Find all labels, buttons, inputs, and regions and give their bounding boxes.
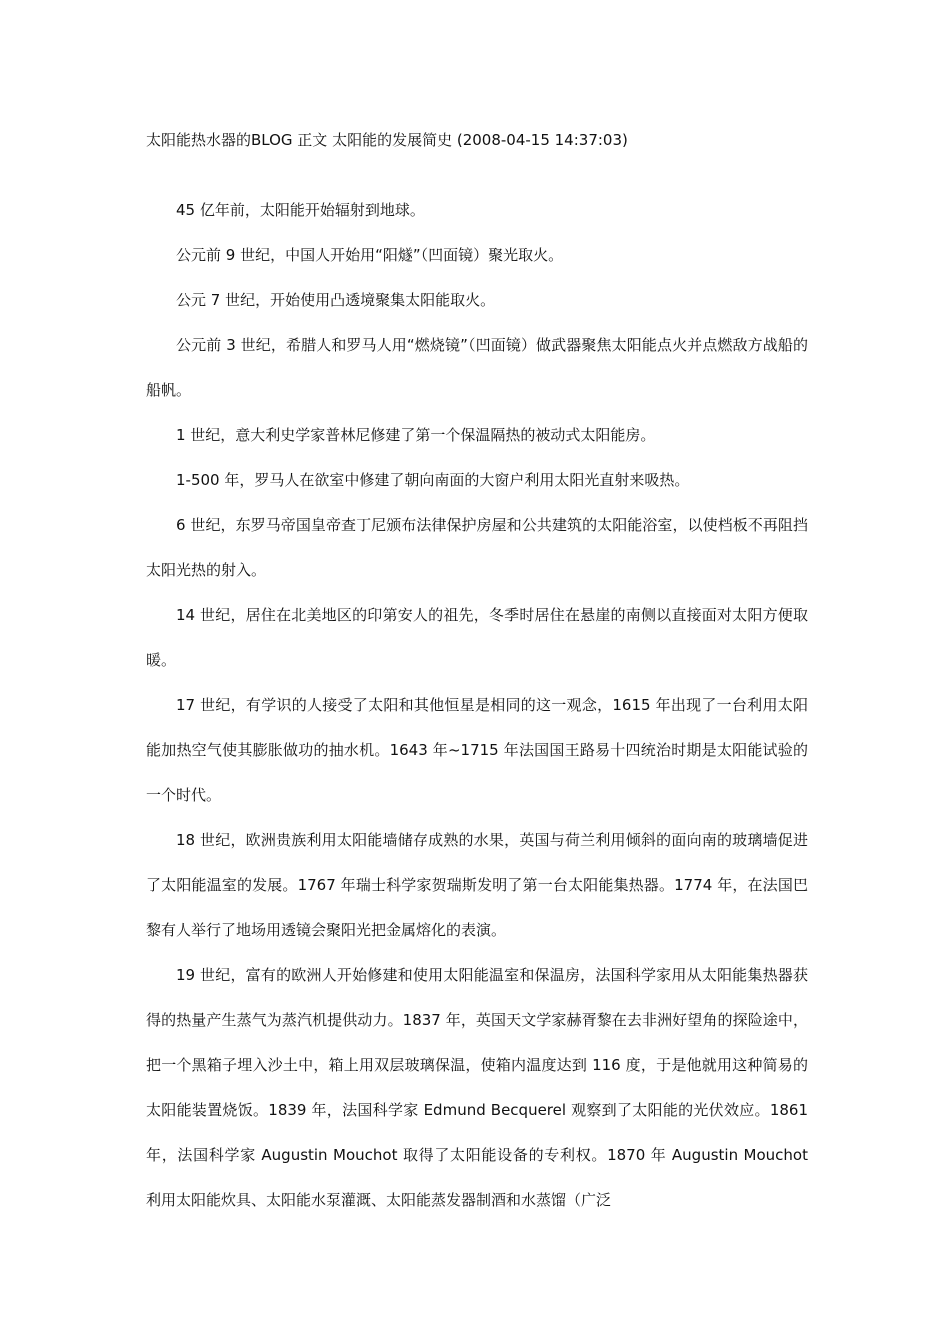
paragraph: 公元前 9 世纪，中国人开始用“阳燧”（凹面镜）聚光取火。 [176,246,564,264]
paragraph: 14 世纪，居住在北美地区的印第安人的祖先，冬季时居住在悬崖的南侧以直接面对太阳方便取暖。 [146,606,808,669]
paragraph: 6 世纪，东罗马帝国皇帝查丁尼颁布法律保护房屋和公共建筑的太阳能浴室，以使档板不再阻挡太阳光热的射入。 [146,516,808,579]
paragraph: 公元前 3 世纪，希腊人和罗马人用“燃烧镜”（凹面镜）做武器聚焦太阳能点火并点燃敌方战船的船帆。 [146,336,808,399]
paragraph: 45 亿年前，太阳能开始辐射到地球。 [176,201,425,219]
paragraph: 1-500 年，罗马人在欲室中修建了朝向南面的大窗户利用太阳光直射来吸热。 [176,471,690,489]
paragraph: 1 世纪，意大利史学家普林尼修建了第一个保温隔热的被动式太阳能房。 [176,426,656,444]
document-header: 太阳能热水器的BLOG 正文 太阳能的发展简史 (2008-04-15 14:37:03) [146,131,628,149]
paragraph: 17 世纪，有学识的人接受了太阳和其他恒星是相同的这一观念，1615 年出现了一台利用太阳能加热空气使其膨胀做功的抽水机。1643 年~1715 年法国国王路易十四统治时期是太阳能试验的一个时代。 [146,696,808,804]
paragraph: 19 世纪，富有的欧洲人开始修建和使用太阳能温室和保温房，法国科学家用从太阳能集热器获得的热量产生蒸气为蒸汽机提供动力。1837 年，英国天文学家赫胥黎在去非洲好望角的探险途中，把一个黑箱子埋入沙土中，箱上用双层玻璃保温，使箱内温度达到 116 度，于是他就用这种简易的太阳能装置烧饭。1839 年，法国科学家 Edmund Becquerel 观察到了太阳能的光伏效应。1861 年，法国科学家 Augustin Mouchot 取得了太阳能设备的专利权。1870 年 Augustin Mouchot 利用太阳能炊具、太阳能水泵灌溉、太阳能蒸发器制酒和水蒸馏（广泛 [146,966,808,1209]
paragraph: 公元 7 世纪，开始使用凸透境聚集太阳能取火。 [176,291,496,309]
document-body [146,188,808,1223]
paragraph: 18 世纪，欧洲贵族利用太阳能墙储存成熟的水果，英国与荷兰利用倾斜的面向南的玻璃墙促进了太阳能温室的发展。1767 年瑞士科学家贺瑞斯发明了第一台太阳能集热器。1774 年，在法国巴黎有人举行了地场用透镜会聚阳光把金属熔化的表演。 [146,831,808,939]
